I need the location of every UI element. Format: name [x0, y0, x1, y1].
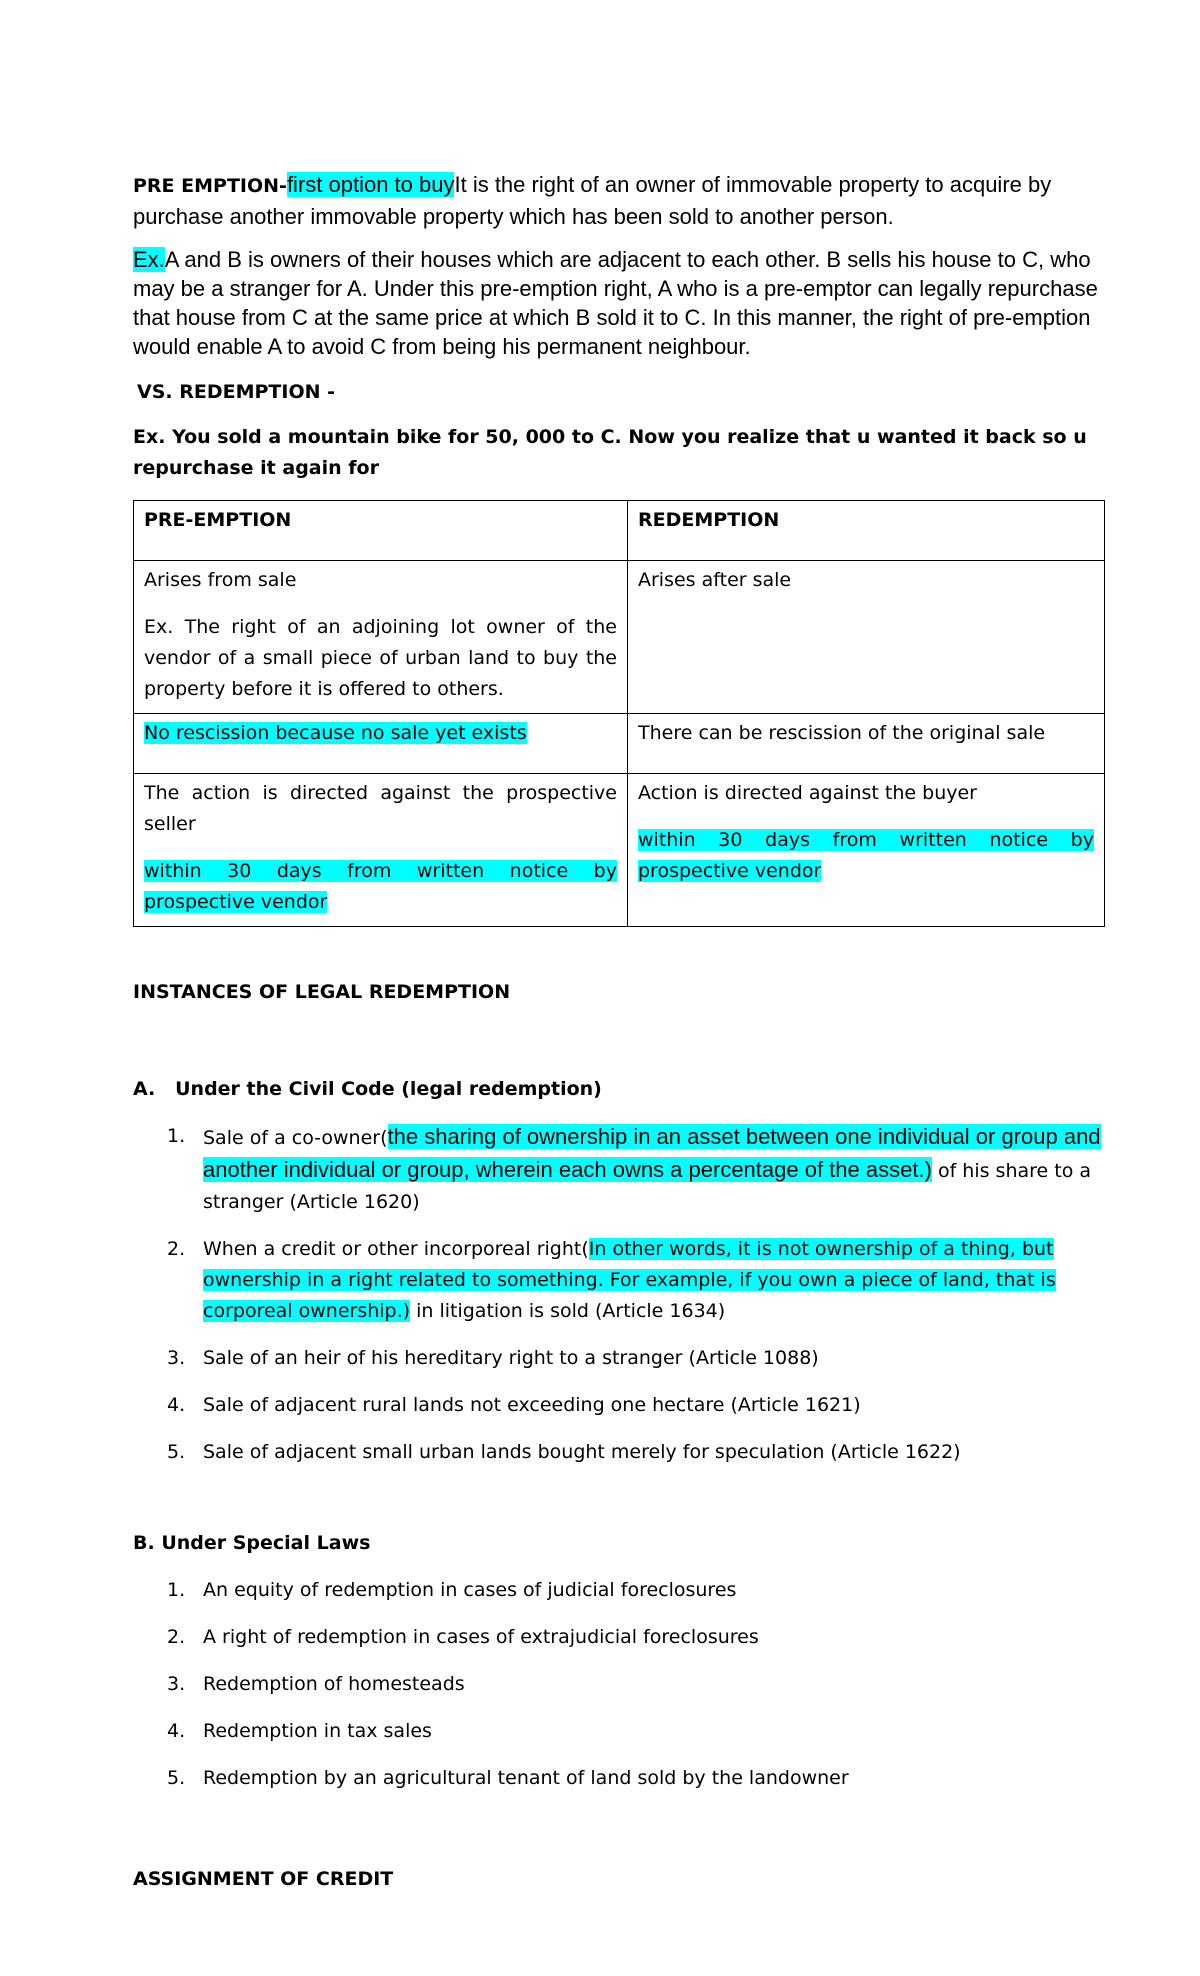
section-a-list	[133, 1121, 1105, 1468]
table-cell	[134, 561, 628, 714]
instances-heading: INSTANCES OF LEGAL REDEMPTION	[133, 981, 511, 1003]
comparison-table	[133, 500, 1105, 927]
cell-text: The action is directed against the prospective seller	[144, 782, 617, 835]
cell-text: Arises from sale	[144, 569, 297, 591]
list-item: 4. Redemption in tax sales	[167, 1720, 432, 1742]
redemption-example: Ex. You sold a mountain bike for 50, 000 to C. Now you realize that u wanted it back so u repurchase it again for	[133, 426, 1087, 479]
list-item: 2. When a credit or other incorporeal right(In other words, it is not ownership of a thing, but ownership in a right related to something. For example, if you own a piece of land, that is corporeal ownership.) in litigation is sold (Article 1634)	[167, 1238, 1056, 1322]
vs-redemption-heading: VS. REDEMPTION -	[137, 381, 335, 403]
table-row	[134, 774, 1105, 927]
pre-emption-definition	[133, 170, 1105, 231]
list-item: 3. Sale of an heir of his hereditary right to a stranger (Article 1088)	[167, 1347, 819, 1369]
example-label: Ex.	[133, 247, 165, 272]
section-a-heading: A. Under the Civil Code (legal redemption)	[133, 1078, 602, 1100]
table-cell	[628, 774, 1105, 927]
cell-text: Ex. The right of an adjoining lot owner of the vendor of a small piece of urban land to buy the property before it is offered to others.	[144, 616, 617, 700]
table-row	[134, 714, 1105, 774]
section-b-heading: B. Under Special Laws	[133, 1532, 371, 1554]
table-cell	[134, 774, 628, 927]
assignment-heading: ASSIGNMENT OF CREDIT	[133, 1868, 394, 1890]
list-item: 3. Redemption of homesteads	[167, 1673, 465, 1695]
list-item: 1. An equity of redemption in cases of judicial foreclosures	[167, 1579, 737, 1601]
table-row	[134, 561, 1105, 714]
pre-emption-example	[133, 245, 1105, 361]
list-item: 4. Sale of adjacent rural lands not exceeding one hectare (Article 1621)	[167, 1394, 861, 1416]
pre-emption-heading: PRE EMPTION-	[133, 175, 287, 197]
list-item: 2. A right of redemption in cases of extrajudicial foreclosures	[167, 1626, 759, 1648]
table-cell	[628, 561, 1105, 714]
list-item: 1. Sale of a co-owner(the sharing of ownership in an asset between one individual or group and another individual or group, wherein each owns a percentage of the asset.) of his share to a stranger (Article 1620)	[167, 1124, 1101, 1213]
cell-text: There can be rescission of the original sale	[638, 722, 1046, 744]
document-content	[133, 170, 1105, 1895]
table-cell	[134, 714, 628, 774]
cell-text: within 30 days from written notice by prospective vendor	[638, 829, 1094, 882]
table-row	[134, 501, 1105, 561]
pre-emption-highlight: first option to buy	[286, 172, 455, 197]
example-text: A and B is owners of their houses which are adjacent to each other. B sells his house to C, who may be a stranger for A. Under this pre-emption right, A who is a pre-emptor can legally repurchase that house from C at the same price at which B sold it to C. In this manner, the right of pre-emption would enable A to avoid C from being his permanent neighbour.	[133, 247, 1098, 359]
cell-text: Action is directed against the buyer	[638, 782, 977, 804]
section-b-list	[133, 1575, 1105, 1794]
table-cell	[628, 714, 1105, 774]
cell-text: Arises after sale	[638, 569, 792, 591]
list-item: 5. Sale of adjacent small urban lands bought merely for speculation (Article 1622)	[167, 1441, 961, 1463]
cell-text: within 30 days from written notice by prospective vendor	[144, 860, 617, 913]
table-header-redemption: REDEMPTION	[628, 501, 1105, 561]
table-header-pre-emption: PRE-EMPTION	[134, 501, 628, 561]
cell-text: No rescission because no sale yet exists	[144, 722, 527, 744]
pre-emption-definition-text: It is the right of an owner of immovable property to acquire by purchase another immovable property which has been sold to another person.	[133, 172, 1052, 229]
list-item: 5. Redemption by an agricultural tenant of land sold by the landowner	[167, 1767, 849, 1789]
